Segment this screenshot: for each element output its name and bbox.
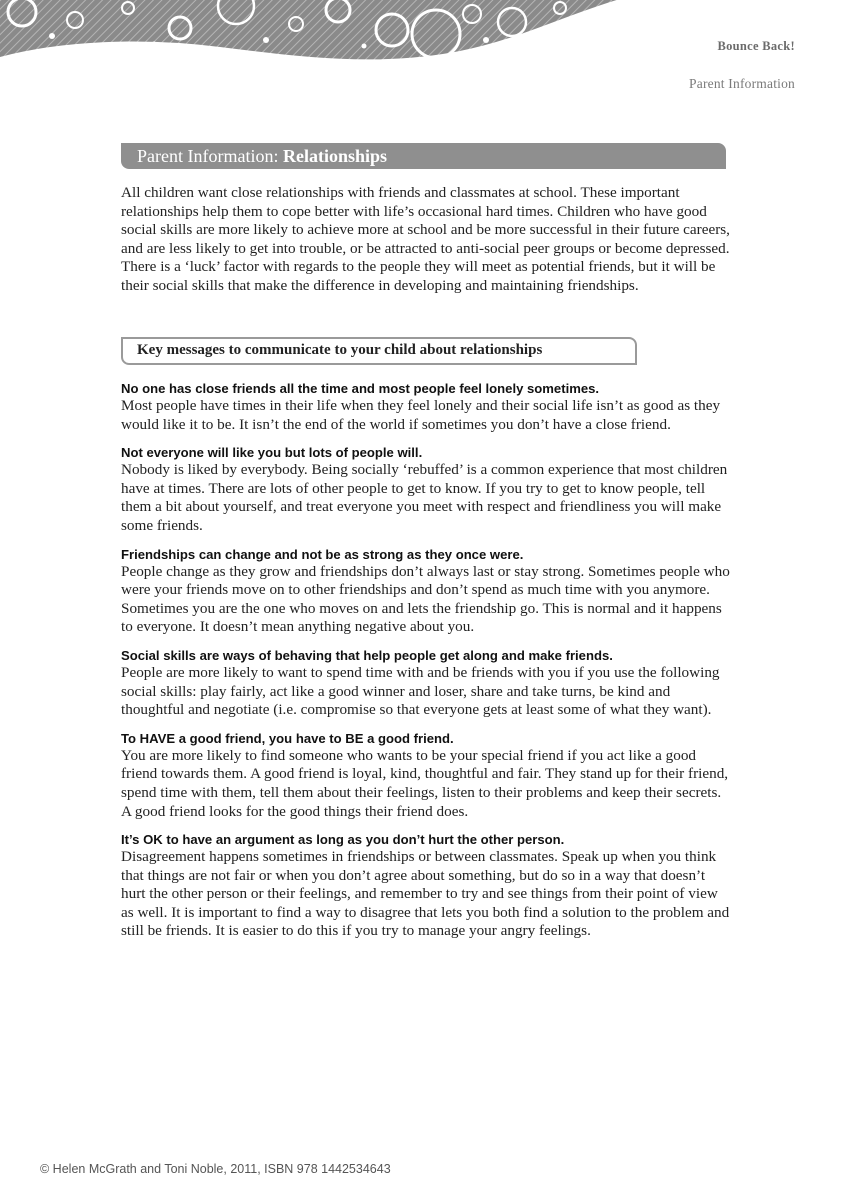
copyright-footer: © Helen McGrath and Toni Noble, 2011, ISBN 978 1442534643 <box>40 1162 391 1176</box>
message-body: You are more likely to find someone who wants to be your special friend if you act like a good friend towards them. A good friend is loyal, kind, thoughtful and fair. They stand up for their friend, spend time with them, tell them about their feelings, listen to their problems and keep their secrets. A good friend looks for the good things their friend does. <box>121 746 729 820</box>
message-body: Most people have times in their life when they feel lonely and their social life isn’t as good as they would like it to be. It isn’t the end of the world if sometimes you don’t have a close friend. <box>121 397 721 433</box>
page-title-topic: Relationships <box>282 146 387 166</box>
message-item <box>121 730 733 821</box>
message-heading: It’s OK to have an argument as long as you don’t hurt the other person. <box>121 832 565 848</box>
message-heading: Not everyone will like you but lots of people will. <box>121 445 423 461</box>
key-messages-heading: Key messages to communicate to your child about relationships <box>121 337 637 365</box>
message-item <box>121 831 733 941</box>
message-body: People change as they grow and friendships don’t always last or stay strong. Sometimes people who were your friends move on to other friendships and don’t spend as much time with you anymore. Sometimes you are the one who moves on and lets the friendship go. This is normal and it happens to everyone. It doesn’t mean anything negative about you. <box>121 562 730 636</box>
message-heading: Friendships can change and not be as strong as they once were. <box>121 546 524 562</box>
message-item <box>121 444 733 535</box>
header-brand: Bounce Back! <box>717 39 795 53</box>
intro-paragraph: All children want close relationships with friends and classmates at school. These important relationships help them to cope better with life’s occasional hard times. Children who have good social skills are more likely to achieve more at school and be more successful in their future careers, and are less likely to get into trouble, or be attracted to anti-social peer groups or become depressed. There is a ‘luck’ factor with regards to the people they will meet as potential friends, but it will be their social skills that make the difference in developing and maintaining friendships. <box>121 184 730 294</box>
message-item <box>121 546 733 637</box>
message-heading: Social skills are ways of behaving that help people get along and make friends. <box>121 647 613 663</box>
message-item <box>121 380 733 434</box>
page-title-prefix: Parent Information: <box>137 146 283 166</box>
message-body: People are more likely to want to spend time with and be friends with you if you use the following social skills: play fairly, act like a good winner and loser, share and take turns, be kind and thoughtful and negotiate (i.e. compromise so that everyone gets at least some of what they want). <box>121 663 720 719</box>
message-body: Disagreement happens sometimes in friendships or between classmates. Speak up when you think that things are not fair or when you don’t agree about something, but do so in a way that doesn’t hurt the other person or their feelings, and remember to try and see things from their point of view as well. It is important to find a way to disagree that lets you both find a solution to the problem and still be friends. It is easier to do this if you try to manage your angry feelings. <box>121 848 730 940</box>
message-body: Nobody is liked by everybody. Being socially ‘rebuffed’ is a common experience that most children have at times. There are lots of other people to get to know. If you try to get to know people, tell them a bit about yourself, and treat everyone you meet with respect and friendliness you will make some friends. <box>121 461 728 534</box>
header-section: Parent Information <box>689 76 795 91</box>
message-heading: No one has close friends all the time and most people feel lonely sometimes. <box>121 381 600 396</box>
message-heading: To HAVE a good friend, you have to BE a good friend. <box>121 730 454 746</box>
page-title <box>121 143 726 169</box>
key-messages-list <box>121 380 733 951</box>
message-item <box>121 647 733 720</box>
